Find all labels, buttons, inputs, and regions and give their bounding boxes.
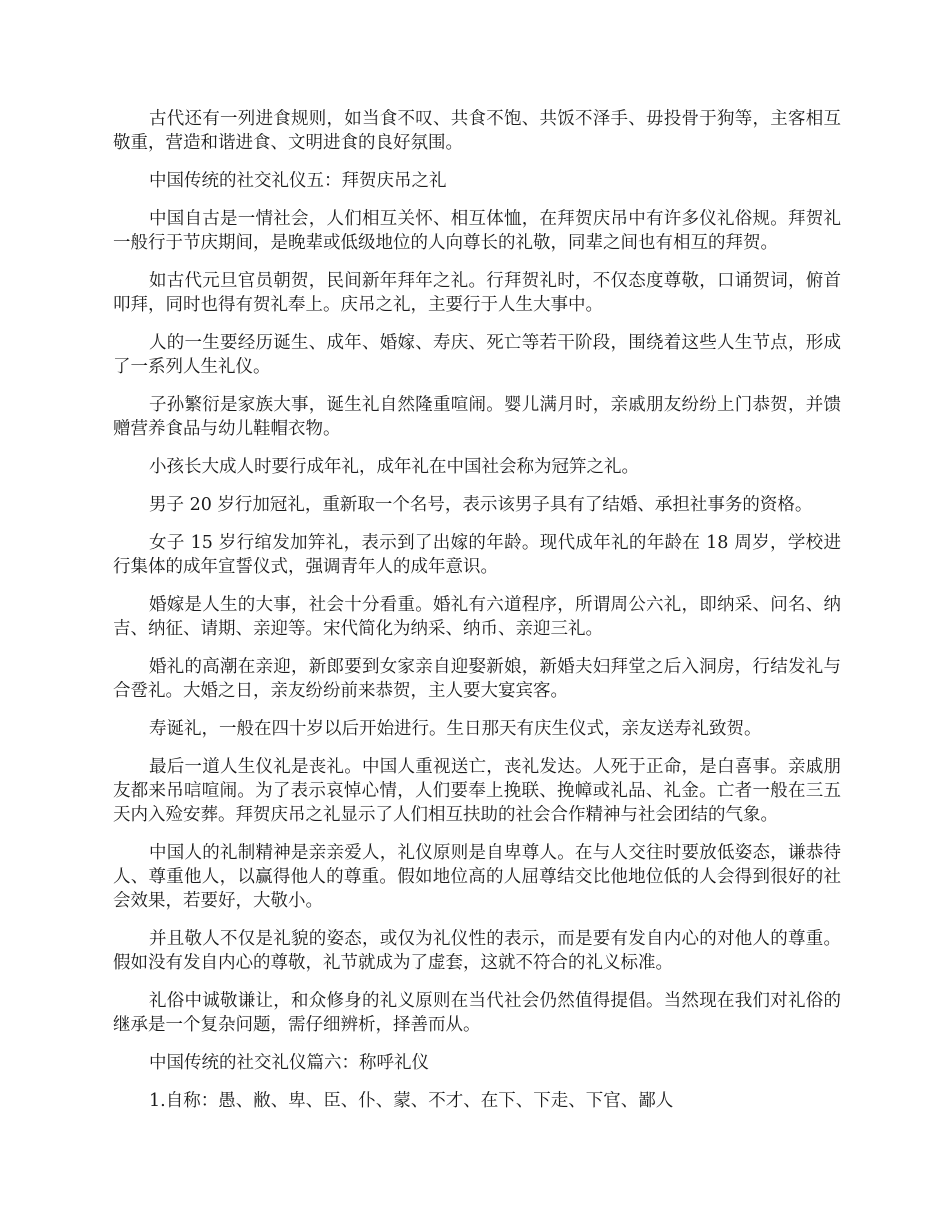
paragraph-greeting-intro: 中国自古是一情社会，人们相互关怀、相互体恤，在拜贺庆吊中有许多仪礼俗规。拜贺礼一般行于节庆期间，是晚辈或低级地位的人向尊长的礼敬，同辈之间也有相互的拜贺。 [113,209,841,253]
paragraph-life-stages: 人的一生要经历诞生、成年、婚嫁、寿庆、死亡等若干阶段，围绕着这些人生节点，形成了一系列人生礼仪。 [113,333,841,377]
section-heading-six: 中国传统的社交礼仪篇六：称呼礼仪 [149,1053,429,1073]
paragraph-self-address: 1.自称：愚、敝、卑、臣、仆、蒙、不才、在下、下走、下官、鄙人 [149,1091,674,1111]
paragraph-coming-of-age: 小孩长大成人时要行成年礼，成年礼在中国社会称为冠笄之礼。 [149,457,639,477]
paragraph-eating-rules: 古代还有一列进食规则，如当食不叹、共食不饱、共饭不泽手、毋投骨于狗等，主客相互敬重，营造和谐进食、文明进食的良好氛围。 [113,109,841,153]
paragraph-sincere-respect: 并且敬人不仅是礼貌的姿态，或仅为礼仪性的表示，而是要有发自内心的对他人的尊重。假如没有发自内心的尊敬，礼节就成为了虚套，这就不符合的礼义标准。 [113,929,841,973]
section-heading-five: 中国传统的社交礼仪五：拜贺庆吊之礼 [149,171,447,191]
paragraph-new-year: 如古代元旦官员朝贺，民间新年拜年之礼。行拜贺礼时，不仅态度尊敬，口诵贺词，俯首叩拜，同时也得有贺礼奉上。庆吊之礼，主要行于人生大事中。 [113,271,841,315]
paragraph-hairpin-rite: 女子 15 岁行绾发加笄礼，表示到了出嫁的年龄。现代成年礼的年龄在 18 周岁，学校进行集体的成年宣誓仪式，强调青年人的成年意识。 [113,533,841,577]
paragraph-marriage-six-rites: 婚嫁是人生的大事，社会十分看重。婚礼有六道程序，所谓周公六礼，即纳采、问名、纳吉、纳征、请期、亲迎等。宋代简化为纳采、纳币、亲迎三礼。 [113,595,841,639]
paragraph-capping-rite: 男子 20 岁行加冠礼，重新取一个名号，表示该男子具有了结婚、承担社事务的资格。 [149,495,813,515]
paragraph-wedding-climax: 婚礼的高潮在亲迎，新郎要到女家亲自迎娶新娘，新婚夫妇拜堂之后入洞房，行结发礼与合卺礼。大婚之日，亲友纷纷前来恭贺，主人要大宴宾客。 [113,657,841,701]
paragraph-birth-rite: 子孙繁衍是家族大事，诞生礼自然隆重喧闹。婴儿满月时，亲戚朋友纷纷上门恭贺，并馈赠营养食品与幼儿鞋帽衣物。 [113,395,841,439]
paragraph-etiquette-spirit: 中国人的礼制精神是亲亲爱人，礼仪原则是自卑尊人。在与人交往时要放低姿态，谦恭待人、尊重他人，以赢得他人的尊重。假如地位高的人屈尊结交比他地位低的人会得到很好的社会效果，若要好，大敬小。 [113,843,841,911]
paragraph-birthday-rite: 寿诞礼，一般在四十岁以后开始进行。生日那天有庆生仪式，亲友送寿礼致贺。 [149,719,762,739]
paragraph-modern-inheritance: 礼俗中诚敬谦让，和众修身的礼义原则在当代社会仍然值得提倡。当然现在我们对礼俗的继承是一个复杂问题，需仔细辨析，择善而从。 [113,991,841,1035]
paragraph-funeral-rite: 最后一道人生仪礼是丧礼。中国人重视送亡，丧礼发达。人死于正命，是白喜事。亲戚朋友都来吊唁喧闹。为了表示哀悼心情，人们要奉上挽联、挽幛或礼品、礼金。亡者一般在三五天内入殓安葬。拜贺庆吊之礼显示了人们相互扶助的社会合作精神与社会团结的气象。 [113,757,841,825]
document-body [113,107,841,1127]
